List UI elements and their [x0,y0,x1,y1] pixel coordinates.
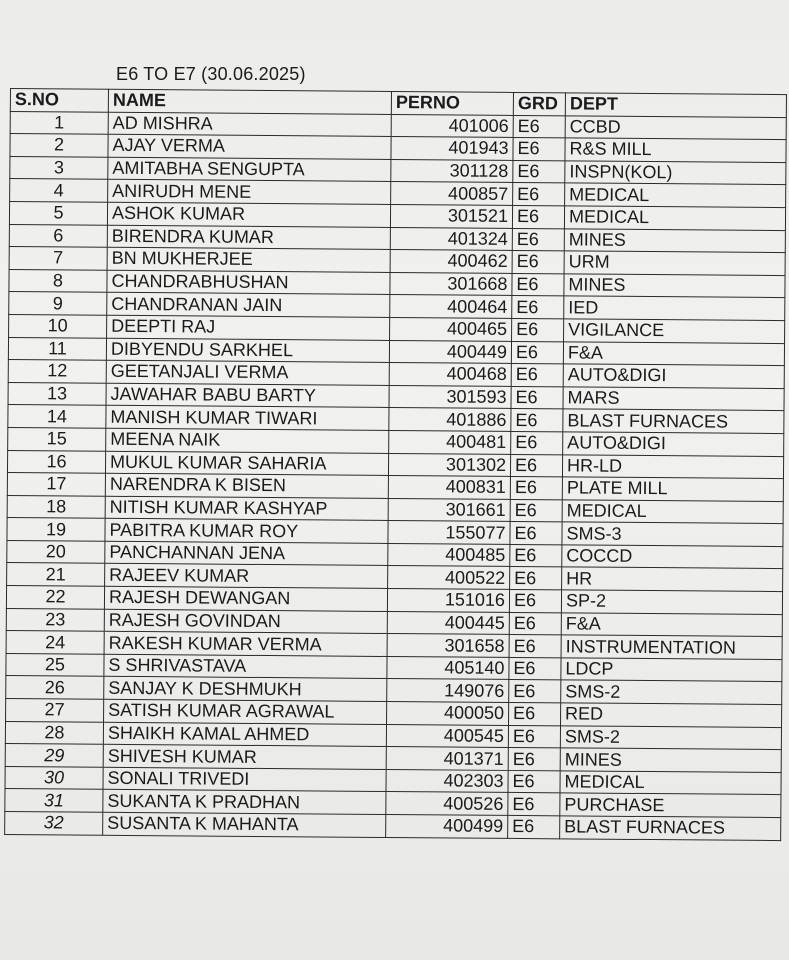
cell-sno: 8 [9,269,107,292]
cell-dept: RED [561,703,782,727]
cell-perno: 400481 [389,430,511,454]
cell-grd: E6 [512,273,564,296]
cell-sno: 12 [8,360,106,383]
cell-grd: E6 [511,341,563,364]
cell-sno: 19 [7,518,105,541]
cell-name: SHAIKH KAMAL AHMED [103,722,386,747]
cell-name: NITISH KUMAR KASHYAP [105,496,388,521]
header-perno: PERNO [391,91,513,115]
cell-grd: E6 [513,160,565,183]
cell-sno: 10 [9,314,107,337]
table-body [5,111,787,840]
cell-dept: SMS-3 [562,522,783,546]
cell-dept: COCCD [562,545,783,569]
cell-name: BIRENDRA KUMAR [107,225,390,250]
cell-perno: 400499 [386,814,508,838]
cell-perno: 400485 [388,543,510,567]
cell-sno: 14 [8,405,106,428]
cell-perno: 400449 [389,340,511,364]
cell-name: DIBYENDU SARKHEL [106,338,389,363]
cell-sno: 16 [7,450,105,473]
cell-name: RAJESH GOVINDAN [104,609,387,634]
cell-sno: 2 [10,134,108,157]
header-sno: S.NO [10,89,108,112]
cell-perno: 149076 [387,679,509,703]
cell-grd: E6 [508,725,560,748]
cell-perno: 301302 [388,453,510,477]
cell-name: RAKESH KUMAR VERMA [104,632,387,657]
cell-name: AMITABHA SENGUPTA [108,157,391,182]
cell-dept: INSTRUMENTATION [561,635,782,659]
cell-dept: MARS [563,387,784,411]
cell-grd: E6 [509,657,561,680]
header-dept: DEPT [565,93,786,117]
cell-dept: PLATE MILL [562,477,783,501]
cell-name: MEENA NAIK [106,428,389,453]
cell-perno: 301521 [390,204,512,228]
cell-dept: MINES [564,228,785,252]
cell-sno: 27 [6,699,104,722]
cell-dept: MINES [564,274,785,298]
cell-sno: 11 [8,337,106,360]
cell-dept: INSPN(KOL) [565,161,786,185]
cell-dept: SP-2 [561,590,782,614]
cell-sno: 30 [5,766,103,789]
cell-sno: 6 [9,224,107,247]
cell-sno: 22 [6,586,104,609]
cell-dept: MINES [560,748,781,772]
cell-sno: 7 [9,247,107,270]
cell-grd: E6 [509,635,561,658]
cell-name: PABITRA KUMAR ROY [105,519,388,544]
cell-grd: E6 [513,138,565,161]
cell-grd: E6 [510,544,562,567]
cell-name: JAWAHAR BABU BARTY [106,383,389,408]
cell-name: RAJESH DEWANGAN [104,586,387,611]
cell-dept: MEDICAL [560,771,781,795]
cell-grd: E6 [513,183,565,206]
cell-grd: E6 [510,567,562,590]
cell-sno: 21 [7,563,105,586]
cell-name: AD MISHRA [108,112,391,137]
cell-name: SATISH KUMAR AGRAWAL [104,699,387,724]
cell-sno: 26 [6,676,104,699]
cell-perno: 400526 [386,792,508,816]
cell-sno: 18 [7,495,105,518]
cell-perno: 301658 [387,634,509,658]
cell-name: MANISH KUMAR TIWARI [106,406,389,431]
cell-sno: 15 [8,427,106,450]
cell-sno: 5 [9,201,107,224]
cell-perno: 400545 [386,724,508,748]
cell-perno: 301668 [390,272,512,296]
cell-dept: F&A [563,341,784,365]
cell-grd: E6 [511,386,563,409]
cell-grd: E6 [512,296,564,319]
cell-grd: E6 [509,702,561,725]
cell-dept: MEDICAL [564,206,785,230]
cell-name: SUSANTA K MAHANTA [103,812,386,837]
cell-grd: E6 [510,522,562,545]
cell-grd: E6 [511,431,563,454]
cell-grd: E6 [511,409,563,432]
cell-perno: 301661 [388,498,510,522]
cell-name: NARENDRA K BISEN [105,473,388,498]
cell-grd: E6 [509,612,561,635]
cell-name: SANJAY K DESHMUKH [104,677,387,702]
cell-perno: 401886 [389,408,511,432]
cell-grd: E6 [513,115,565,138]
cell-dept: HR-LD [562,454,783,478]
cell-perno: 400831 [388,476,510,500]
cell-perno: 400464 [390,295,512,319]
cell-grd: E6 [508,748,560,771]
table-row [5,811,781,840]
cell-name: GEETANJALI VERMA [106,360,389,385]
cell-perno: 400468 [389,363,511,387]
cell-dept: AUTO&DIGI [563,364,784,388]
cell-grd: E6 [509,680,561,703]
cell-sno: 25 [6,653,104,676]
cell-sno: 3 [10,156,108,179]
cell-name: RAJEEV KUMAR [105,564,388,589]
cell-name: CHANDRANAN JAIN [107,293,390,318]
cell-perno: 301128 [391,159,513,183]
cell-perno: 400445 [387,611,509,635]
cell-perno: 400857 [391,182,513,206]
cell-name: CHANDRABHUSHAN [107,270,390,295]
cell-dept: CCBD [565,115,786,139]
cell-grd: E6 [511,364,563,387]
cell-perno: 401943 [391,137,513,161]
cell-perno: 400050 [387,702,509,726]
cell-grd: E6 [508,770,560,793]
cell-dept: AUTO&DIGI [563,432,784,456]
cell-grd: E6 [508,815,560,838]
cell-dept: BLAST FURNACES [560,816,781,840]
cell-name: MUKUL KUMAR SAHARIA [105,451,388,476]
cell-perno: 400462 [390,250,512,274]
cell-dept: LDCP [561,658,782,682]
cell-perno: 405140 [387,656,509,680]
cell-perno: 301593 [389,385,511,409]
list-caption: E6 TO E7 (30.06.2025) [116,64,306,84]
cell-name: SUKANTA K PRADHAN [103,790,386,815]
cell-perno: 400522 [388,566,510,590]
cell-name: BN MUKHERJEE [107,247,390,272]
cell-sno: 24 [6,631,104,654]
cell-sno: 23 [6,608,104,631]
cell-dept: SMS-2 [560,725,781,749]
cell-perno: 401324 [390,227,512,251]
cell-grd: E6 [512,251,564,274]
cell-sno: 9 [9,292,107,315]
cell-sno: 32 [5,811,103,834]
cell-grd: E6 [512,205,564,228]
cell-name: ANIRUDH MENE [108,180,391,205]
cell-dept: URM [564,251,785,275]
cell-grd: E6 [512,318,564,341]
cell-sno: 28 [5,721,103,744]
header-name: NAME [108,89,391,114]
cell-name: PANCHANNAN JENA [105,541,388,566]
cell-dept: BLAST FURNACES [563,409,784,433]
cell-grd: E6 [508,793,560,816]
cell-sno: 17 [7,473,105,496]
cell-grd: E6 [512,228,564,251]
cell-dept: F&A [561,613,782,637]
cell-name: S SHRIVASTAVA [104,654,387,679]
cell-name: AJAY VERMA [108,134,391,159]
cell-sno: 13 [8,382,106,405]
cell-name: SHIVESH KUMAR [103,744,386,769]
cell-grd: E6 [509,590,561,613]
cell-dept: IED [564,296,785,320]
cell-sno: 1 [10,111,108,134]
cell-sno: 29 [5,744,103,767]
cell-dept: PURCHASE [560,793,781,817]
promotion-table [4,88,787,841]
cell-perno: 401006 [391,114,513,138]
cell-sno: 4 [10,179,108,202]
cell-name: SONALI TRIVEDI [103,767,386,792]
cell-dept: SMS-2 [561,680,782,704]
cell-sno: 31 [5,789,103,812]
cell-sno: 20 [7,540,105,563]
cell-perno: 155077 [388,521,510,545]
cell-grd: E6 [510,454,562,477]
cell-grd: E6 [510,499,562,522]
cell-grd: E6 [510,477,562,500]
cell-dept: MEDICAL [562,500,783,524]
cell-name: DEEPTI RAJ [107,315,390,340]
cell-dept: R&S MILL [565,138,786,162]
cell-dept: VIGILANCE [564,319,785,343]
header-grd: GRD [513,92,565,115]
cell-perno: 151016 [387,589,509,613]
cell-dept: HR [562,567,783,591]
cell-perno: 402303 [386,769,508,793]
cell-perno: 401371 [386,747,508,771]
cell-name: ASHOK KUMAR [107,202,390,227]
cell-perno: 400465 [390,317,512,341]
cell-dept: MEDICAL [565,183,786,207]
